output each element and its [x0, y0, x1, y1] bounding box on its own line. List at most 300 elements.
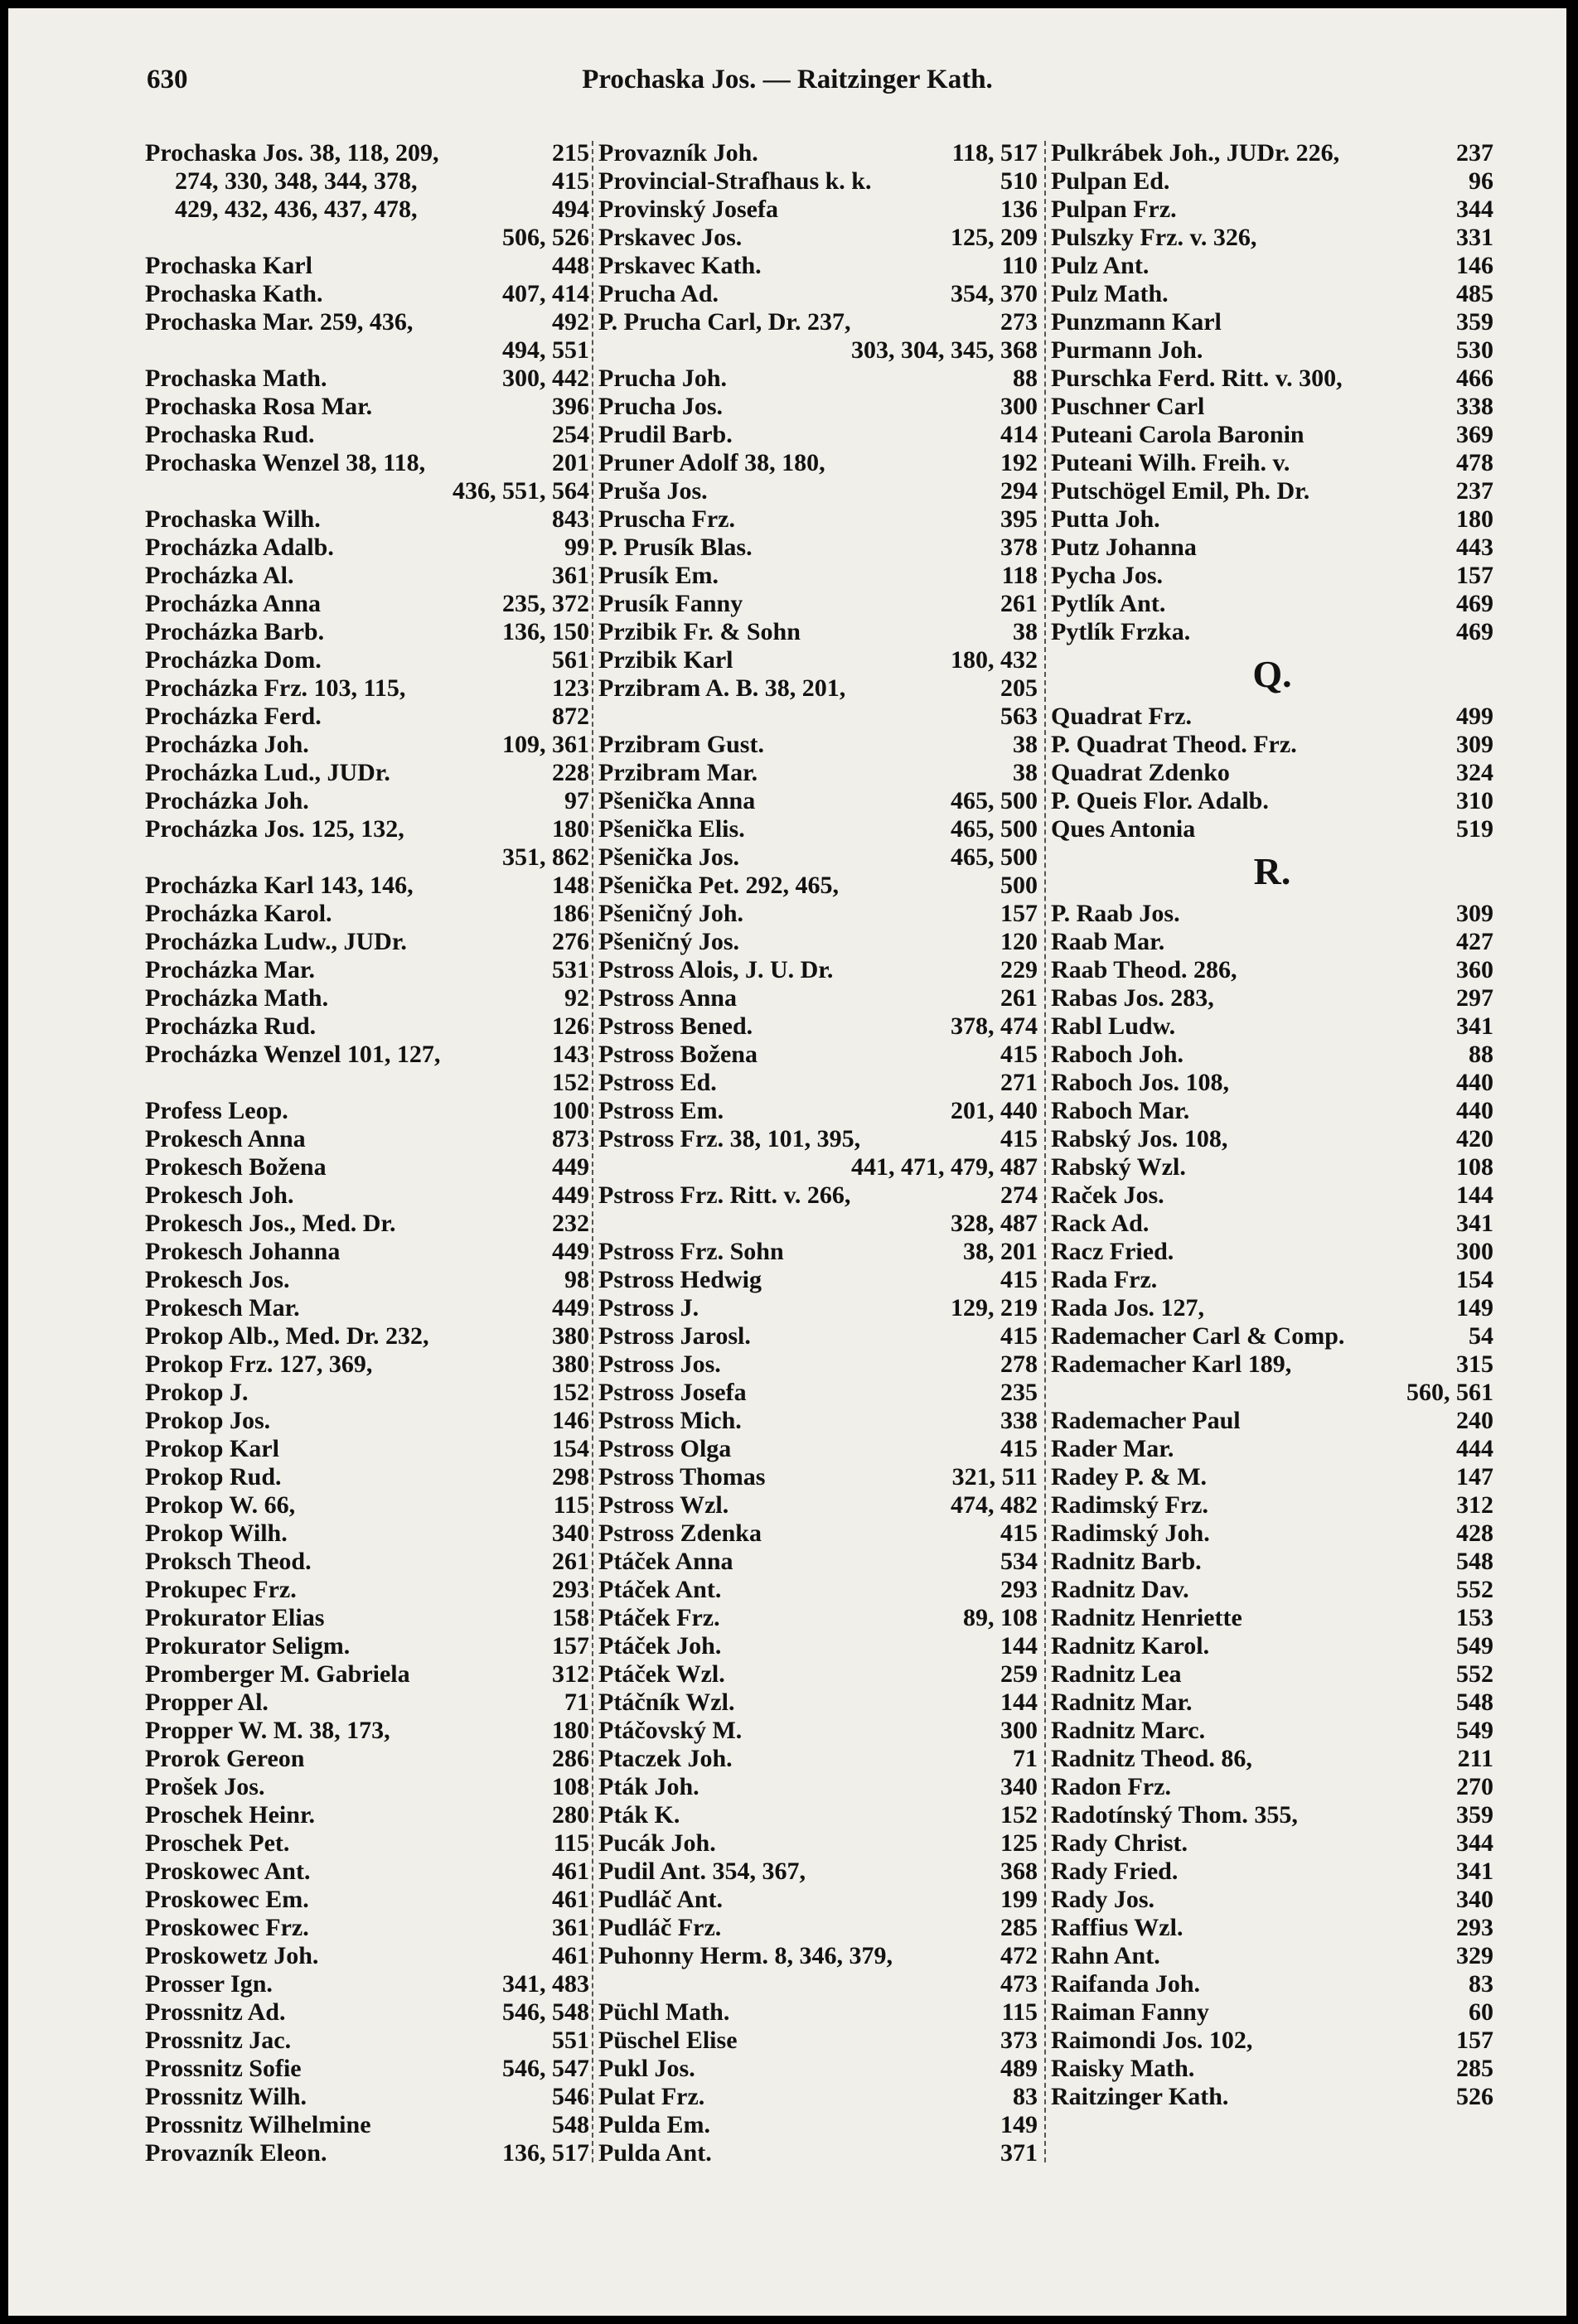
entry-name: Pulpan Frz.: [1051, 196, 1177, 223]
index-entry: [1051, 2083, 1493, 2111]
column-divider: [592, 141, 593, 2162]
entry-name: Radnitz Marc.: [1051, 1717, 1206, 1744]
index-entry: [598, 562, 1038, 590]
entry-name: Radimský Joh.: [1051, 1520, 1210, 1547]
entry-name: Pstross Anna: [598, 984, 737, 1012]
entry-page-refs: 254: [552, 421, 589, 448]
entry-name: Puteani Carola Baronin: [1051, 421, 1305, 448]
entry-page-refs: 359: [1456, 308, 1493, 336]
entry-name: Pstross Olga: [598, 1435, 732, 1462]
index-entry: [1051, 1548, 1493, 1576]
entry-name: Pulpan Ed.: [1051, 167, 1170, 195]
entry-name: Prossnitz Sofie: [145, 2055, 302, 2082]
index-entry: [598, 1266, 1038, 1294]
entry-name: Prochaska Karl: [145, 252, 312, 279]
entry-page-refs: 205: [1000, 674, 1038, 702]
index-entry: [145, 562, 589, 590]
entry-name: Raab Mar.: [1051, 928, 1165, 955]
entry-page-refs: 469: [1456, 618, 1493, 645]
entry-page-refs: 229: [1000, 956, 1038, 983]
entry-name: Quadrat Frz.: [1051, 703, 1192, 730]
entry-page-refs: 71: [1013, 1745, 1038, 1772]
entry-name: 429, 432, 436, 437, 478,: [175, 196, 418, 223]
entry-page-refs: 100: [552, 1097, 589, 1124]
entry-name: Puhonny Herm. 8, 346, 379,: [598, 1942, 893, 1969]
entry-name: Prudil Barb.: [598, 421, 733, 448]
entry-page-refs: 38: [1013, 759, 1038, 786]
index-entry: [145, 534, 589, 562]
entry-name: Pstross Frz. Sohn: [598, 1238, 784, 1265]
index-entry: [598, 1463, 1038, 1491]
index-entry: [145, 1350, 589, 1379]
entry-page-refs: 125, 209: [951, 224, 1038, 251]
entry-name: Pšenička Anna: [598, 787, 756, 814]
entry-name: Pulat Frz.: [598, 2083, 705, 2110]
entry-page-refs: 546, 547: [502, 2055, 589, 2082]
entry-name: Pták K.: [598, 1801, 680, 1829]
entry-page-refs: 415: [1000, 1041, 1038, 1068]
index-entry: [145, 1294, 589, 1322]
entry-name: Rademacher Paul: [1051, 1407, 1241, 1434]
index-entry: [598, 2083, 1038, 2111]
index-entry: [598, 1350, 1038, 1379]
entry-page-refs: 108: [552, 1773, 589, 1800]
entry-page-refs: 157: [1456, 562, 1493, 589]
index-column-2: [598, 139, 1038, 2177]
entry-page-refs: 110: [1001, 252, 1038, 279]
index-entry: [1051, 562, 1493, 590]
entry-name: Prossnitz Wilhelmine: [145, 2111, 371, 2138]
entry-name: Pycha Jos.: [1051, 562, 1163, 589]
entry-page-refs: 443: [1456, 534, 1493, 561]
entry-page-refs: 232: [552, 1210, 589, 1237]
index-entry: [598, 900, 1038, 928]
index-entry: [145, 1520, 589, 1548]
entry-page-refs: 297: [1456, 984, 1493, 1012]
index-entry: [145, 1322, 589, 1350]
entry-page-refs: 60: [1469, 1998, 1493, 2026]
index-entry: [598, 1407, 1038, 1435]
entry-name: Prokesch Mar.: [145, 1294, 300, 1321]
index-entry: [145, 1660, 589, 1689]
index-entry: [1051, 421, 1493, 449]
running-head: Prochaska Jos. — Raitzinger Kath.: [582, 65, 993, 94]
entry-name: Pšeničný Joh.: [598, 900, 744, 927]
entry-page-refs: 54: [1469, 1322, 1493, 1350]
entry-page-refs: 215: [552, 139, 589, 167]
index-entry: [145, 646, 589, 674]
index-entry: [145, 449, 589, 477]
index-entry: [598, 477, 1038, 505]
index-entry: [145, 984, 589, 1012]
entry-name: Rabas Jos. 283,: [1051, 984, 1214, 1012]
entry-name: Procházka Adalb.: [145, 534, 334, 561]
entry-page-refs: 506, 526: [502, 224, 589, 251]
section-letter-heading: R.: [1253, 850, 1291, 892]
entry-name: Prokop Jos.: [145, 1407, 271, 1434]
index-entry: [598, 1604, 1038, 1632]
index-entry: [598, 843, 1038, 872]
entry-page-refs: 136, 150: [502, 618, 589, 645]
index-entry: [145, 1491, 589, 1520]
entry-page-refs: 157: [552, 1632, 589, 1660]
entry-name: Proskowec Ant.: [145, 1858, 311, 1885]
index-entry: [1051, 365, 1493, 393]
entry-page-refs: 115: [1001, 1998, 1038, 2026]
entry-page-refs: 510: [1000, 167, 1038, 195]
entry-name: Provazník Joh.: [598, 139, 758, 167]
index-entry: [1051, 1210, 1493, 1238]
entry-name: Pucák Joh.: [598, 1829, 716, 1857]
entry-page-refs: 261: [1000, 984, 1038, 1012]
entry-page-refs: 109, 361: [502, 731, 589, 758]
index-entry: [1051, 1322, 1493, 1350]
entry-page-refs: 271: [1000, 1069, 1038, 1096]
entry-name: Prochaska Wilh.: [145, 505, 321, 533]
entry-page-refs: 186: [552, 900, 589, 927]
entry-page-refs: 324: [1456, 759, 1493, 786]
entry-name: Raček Jos.: [1051, 1181, 1164, 1209]
entry-name: Propper Al.: [145, 1689, 269, 1716]
entry-name: P. Queis Flor. Adalb.: [1051, 787, 1269, 814]
entry-page-refs: 873: [552, 1125, 589, 1152]
index-entry: [1051, 1463, 1493, 1491]
entry-name: Rack Ad.: [1051, 1210, 1150, 1237]
entry-page-refs: 378, 474: [951, 1012, 1038, 1040]
index-entry: [1051, 449, 1493, 477]
index-column-3: [1051, 139, 1493, 2177]
entry-name: Ptáček Anna: [598, 1548, 733, 1575]
entry-name: Prucha Jos.: [598, 393, 723, 420]
entry-page-refs: 361: [552, 562, 589, 589]
index-entry: [598, 1717, 1038, 1745]
entry-name: Pstross Zdenka: [598, 1520, 762, 1547]
entry-name: Purmann Joh.: [1051, 336, 1203, 364]
entry-name: Prokupec Frz.: [145, 1576, 297, 1603]
entry-name: P. Prucha Carl, Dr. 237,: [598, 308, 851, 336]
entry-page-refs: 444: [1456, 1435, 1493, 1462]
index-entry: [145, 1012, 589, 1041]
entry-page-refs: 147: [1456, 1463, 1493, 1491]
entry-name: Prorok Gereon: [145, 1745, 305, 1772]
index-entry: [1051, 167, 1493, 196]
entry-name: Radotínský Thom. 355,: [1051, 1801, 1298, 1829]
index-entry: [1051, 900, 1493, 928]
index-entry: [598, 1942, 1038, 1970]
entry-name: Rady Jos.: [1051, 1886, 1155, 1913]
index-entry: [598, 505, 1038, 534]
entry-page-refs: 92: [564, 984, 589, 1012]
index-entry: [1051, 1970, 1493, 1998]
entry-name: Radimský Frz.: [1051, 1491, 1208, 1519]
entry-page-refs: 312: [1456, 1491, 1493, 1519]
entry-page-refs: 144: [1000, 1689, 1038, 1716]
index-entry: [1051, 1942, 1493, 1970]
index-entry: [598, 872, 1038, 900]
entry-page-refs: 108: [1456, 1153, 1493, 1181]
entry-name: Propper W. M. 38, 173,: [145, 1717, 390, 1744]
entry-page-refs: 361: [552, 1914, 589, 1941]
entry-name: Pulz Math.: [1051, 280, 1169, 307]
entry-page-refs: 341, 483: [502, 1970, 589, 1998]
index-entry: [1051, 196, 1493, 224]
index-entry: [145, 900, 589, 928]
entry-name: Püchl Math.: [598, 1998, 730, 2026]
entry-page-refs: 154: [1456, 1266, 1493, 1293]
entry-page-refs: 235, 372: [502, 590, 589, 617]
entry-page-refs: 123: [552, 674, 589, 702]
entry-name: Prusík Em.: [598, 562, 719, 589]
entry-name: P. Raab Jos.: [1051, 900, 1180, 927]
entry-name: Prokesch Joh.: [145, 1181, 294, 1209]
entry-page-refs: 448: [552, 252, 589, 279]
entry-name: Puschner Carl: [1051, 393, 1205, 420]
entry-page-refs: 526: [1456, 2083, 1493, 2110]
index-entry: [1051, 1407, 1493, 1435]
entry-page-refs: 152: [1000, 1801, 1038, 1829]
index-entry: [145, 590, 589, 618]
entry-name: Pulda Ant.: [598, 2139, 712, 2167]
entry-name: Radon Frz.: [1051, 1773, 1171, 1800]
entry-page-refs: 548: [1456, 1548, 1493, 1575]
entry-page-refs: 309: [1456, 900, 1493, 927]
entry-page-refs: 211: [1457, 1745, 1493, 1772]
entry-name: Przibik Fr. & Sohn: [598, 618, 801, 645]
index-entry: [1051, 477, 1493, 505]
entry-name: Raiman Fanny: [1051, 1998, 1209, 2026]
index-entry: [145, 1801, 589, 1829]
index-entry: [145, 1942, 589, 1970]
index-entry: [145, 167, 589, 196]
entry-page-refs: 395: [1000, 505, 1038, 533]
index-entry: [598, 1773, 1038, 1801]
entry-page-refs: 465, 500: [951, 843, 1038, 871]
page-header: [8, 65, 1566, 111]
entry-page-refs: 97: [564, 787, 589, 814]
index-entry: [598, 196, 1038, 224]
entry-page-refs: 129, 219: [951, 1294, 1038, 1321]
entry-name: Pudláč Ant.: [598, 1886, 724, 1913]
index-entry: [145, 308, 589, 336]
entry-name: Rady Fried.: [1051, 1858, 1179, 1885]
index-entry: [1051, 1294, 1493, 1322]
index-entry: [598, 1379, 1038, 1407]
index-entry: [598, 1012, 1038, 1041]
entry-page-refs: 428: [1456, 1520, 1493, 1547]
entry-page-refs: 380: [552, 1350, 589, 1378]
entry-page-refs: 154: [552, 1435, 589, 1462]
entry-page-refs: 38, 201: [963, 1238, 1038, 1265]
entry-name: Rady Christ.: [1051, 1829, 1188, 1857]
entry-name: Prokop Frz. 127, 369,: [145, 1350, 373, 1378]
entry-page-refs: 136: [1000, 196, 1038, 223]
entry-name: Przibram A. B. 38, 201,: [598, 674, 846, 702]
index-entry: [598, 1829, 1038, 1858]
entry-page-refs: 293: [1000, 1576, 1038, 1603]
entry-name: Pudláč Frz.: [598, 1914, 722, 1941]
index-entry: [145, 815, 589, 843]
entry-page-refs: 115: [553, 1491, 589, 1519]
entry-page-refs: 373: [1000, 2027, 1038, 2054]
entry-page-refs: 485: [1456, 280, 1493, 307]
entry-name: Rademacher Karl 189,: [1051, 1350, 1292, 1378]
entry-page-refs: 380: [552, 1322, 589, 1350]
entry-name: Raimondi Jos. 102,: [1051, 2027, 1253, 2054]
index-entry: [145, 365, 589, 393]
entry-name: Prokurator Seligm.: [145, 1632, 351, 1660]
entry-page-refs: 273: [1000, 308, 1038, 336]
entry-name: Prochaska Rosa Mar.: [145, 393, 373, 420]
entry-page-refs: 354, 370: [951, 280, 1038, 307]
entry-name: Procházka Barb.: [145, 618, 325, 645]
index-entry: [145, 1604, 589, 1632]
index-entry-continuation: [598, 336, 1038, 365]
entry-page-refs: 465, 500: [951, 787, 1038, 814]
entry-page-refs: 71: [564, 1689, 589, 1716]
entry-page-refs: 530: [1456, 336, 1493, 364]
index-entry: [145, 618, 589, 646]
index-entry: [598, 984, 1038, 1012]
entry-page-refs: 546: [552, 2083, 589, 2110]
entry-name: Radnitz Barb.: [1051, 1548, 1202, 1575]
entry-name: Radnitz Karol.: [1051, 1632, 1210, 1660]
index-entry: [145, 1041, 589, 1069]
index-entry: [598, 449, 1038, 477]
entry-page-refs: 338: [1000, 1407, 1038, 1434]
entry-page-refs: 312: [552, 1660, 589, 1688]
entry-page-refs: 500: [1000, 872, 1038, 899]
index-entry: [145, 421, 589, 449]
index-entry: [598, 2139, 1038, 2167]
entry-name: Rada Jos. 127,: [1051, 1294, 1205, 1321]
entry-name: Rabský Wzl.: [1051, 1153, 1186, 1181]
entry-name: Pulz Ant.: [1051, 252, 1150, 279]
entry-name: Proskowec Frz.: [145, 1914, 309, 1941]
entry-page-refs: 449: [552, 1238, 589, 1265]
entry-name: Pukl Jos.: [598, 2055, 695, 2082]
entry-name: Pstross Em.: [598, 1097, 724, 1124]
entry-name: Pudil Ant. 354, 367,: [598, 1858, 806, 1885]
entry-page-refs: 461: [552, 1942, 589, 1969]
entry-name: Pstross Josefa: [598, 1379, 747, 1406]
index-entry: [1051, 1069, 1493, 1097]
entry-page-refs: 331: [1456, 224, 1493, 251]
index-entry: [598, 1632, 1038, 1660]
entry-name: Radnitz Theod. 86,: [1051, 1745, 1252, 1772]
entry-name: Prochaska Mar. 259, 436,: [145, 308, 414, 336]
index-entry: [1051, 731, 1493, 759]
entry-page-refs: 146: [552, 1407, 589, 1434]
entry-page-refs: 276: [552, 928, 589, 955]
index-entry: [1051, 534, 1493, 562]
entry-name: Püschel Elise: [598, 2027, 738, 2054]
entry-name: Prosser Ign.: [145, 1970, 273, 1998]
entry-name: Pstross J.: [598, 1294, 699, 1321]
index-entry: [598, 1801, 1038, 1829]
index-entry: [145, 1858, 589, 1886]
entry-page-refs: 152: [552, 1379, 589, 1406]
index-entry: [1051, 2027, 1493, 2055]
index-entry: [145, 1097, 589, 1125]
index-entry: [598, 365, 1038, 393]
entry-name: Raboch Joh.: [1051, 1041, 1184, 1068]
entry-name: Raisky Math.: [1051, 2055, 1195, 2082]
entry-name: Pstross Bened.: [598, 1012, 753, 1040]
entry-name: Putschögel Emil, Ph. Dr.: [1051, 477, 1310, 505]
entry-page-refs: 148: [552, 872, 589, 899]
entry-page-refs: 492: [552, 308, 589, 336]
index-entry: [598, 280, 1038, 308]
entry-page-refs: 293: [552, 1576, 589, 1603]
entry-name: Radnitz Mar.: [1051, 1689, 1193, 1716]
entry-name: Prochaska Rud.: [145, 421, 315, 448]
index-entry: [145, 2083, 589, 2111]
index-entry: [598, 1914, 1038, 1942]
index-entry: [1051, 224, 1493, 252]
entry-page-refs: 551: [552, 2027, 589, 2054]
entry-page-refs: 180: [1456, 505, 1493, 533]
entry-name: Ques Antonia: [1051, 815, 1196, 843]
entry-page-refs: 83: [1469, 1970, 1493, 1998]
entry-name: Prošek Jos.: [145, 1773, 265, 1800]
entry-name: Provincial-Strafhaus k. k.: [598, 167, 872, 195]
column-divider: [1044, 141, 1046, 2162]
index-entry: [1051, 956, 1493, 984]
entry-name: Proschek Pet.: [145, 1829, 290, 1857]
index-entry: [598, 646, 1038, 674]
entry-page-refs: 341: [1456, 1858, 1493, 1885]
index-entry: [598, 2055, 1038, 2083]
entry-page-refs: 371: [1000, 2139, 1038, 2167]
index-entry: [145, 928, 589, 956]
index-entry: [1051, 759, 1493, 787]
entry-name: Pstross Frz. Ritt. v. 266,: [598, 1181, 851, 1209]
entry-name: Ptáčovský M.: [598, 1717, 743, 1744]
index-entry: [598, 815, 1038, 843]
entry-name: Rader Mar.: [1051, 1435, 1174, 1462]
entry-page-refs: 261: [552, 1548, 589, 1575]
index-entry: [598, 1069, 1038, 1097]
entry-page-refs: 415: [1000, 1520, 1038, 1547]
entry-name: Proschek Heinr.: [145, 1801, 316, 1829]
index-entry: [598, 618, 1038, 646]
entry-name: Racz Fried.: [1051, 1238, 1174, 1265]
entry-name: Raffius Wzl.: [1051, 1914, 1184, 1941]
entry-page-refs: 519: [1456, 815, 1493, 843]
entry-name: Prossnitz Wilh.: [145, 2083, 307, 2110]
index-entry: [145, 2111, 589, 2139]
entry-name: Pstross Jarosl.: [598, 1322, 751, 1350]
entry-page-refs: 415: [1000, 1266, 1038, 1293]
index-entry: [145, 196, 589, 224]
index-entry: [145, 703, 589, 731]
entry-page-refs: 359: [1456, 1801, 1493, 1829]
entry-page-refs: 285: [1456, 2055, 1493, 2082]
index-entry: [145, 674, 589, 703]
index-entry: [145, 393, 589, 421]
index-entry: [145, 252, 589, 280]
index-entry: [1051, 1773, 1493, 1801]
index-entry-continuation: [145, 843, 589, 872]
entry-name: Proskowec Em.: [145, 1886, 309, 1913]
entry-name: Przibram Mar.: [598, 759, 758, 786]
index-entry: [145, 872, 589, 900]
index-entry: [598, 759, 1038, 787]
entry-name: Prochaska Math.: [145, 365, 327, 392]
entry-name: Pšenička Jos.: [598, 843, 740, 871]
index-entry: [145, 2055, 589, 2083]
index-entry: [1051, 1435, 1493, 1463]
